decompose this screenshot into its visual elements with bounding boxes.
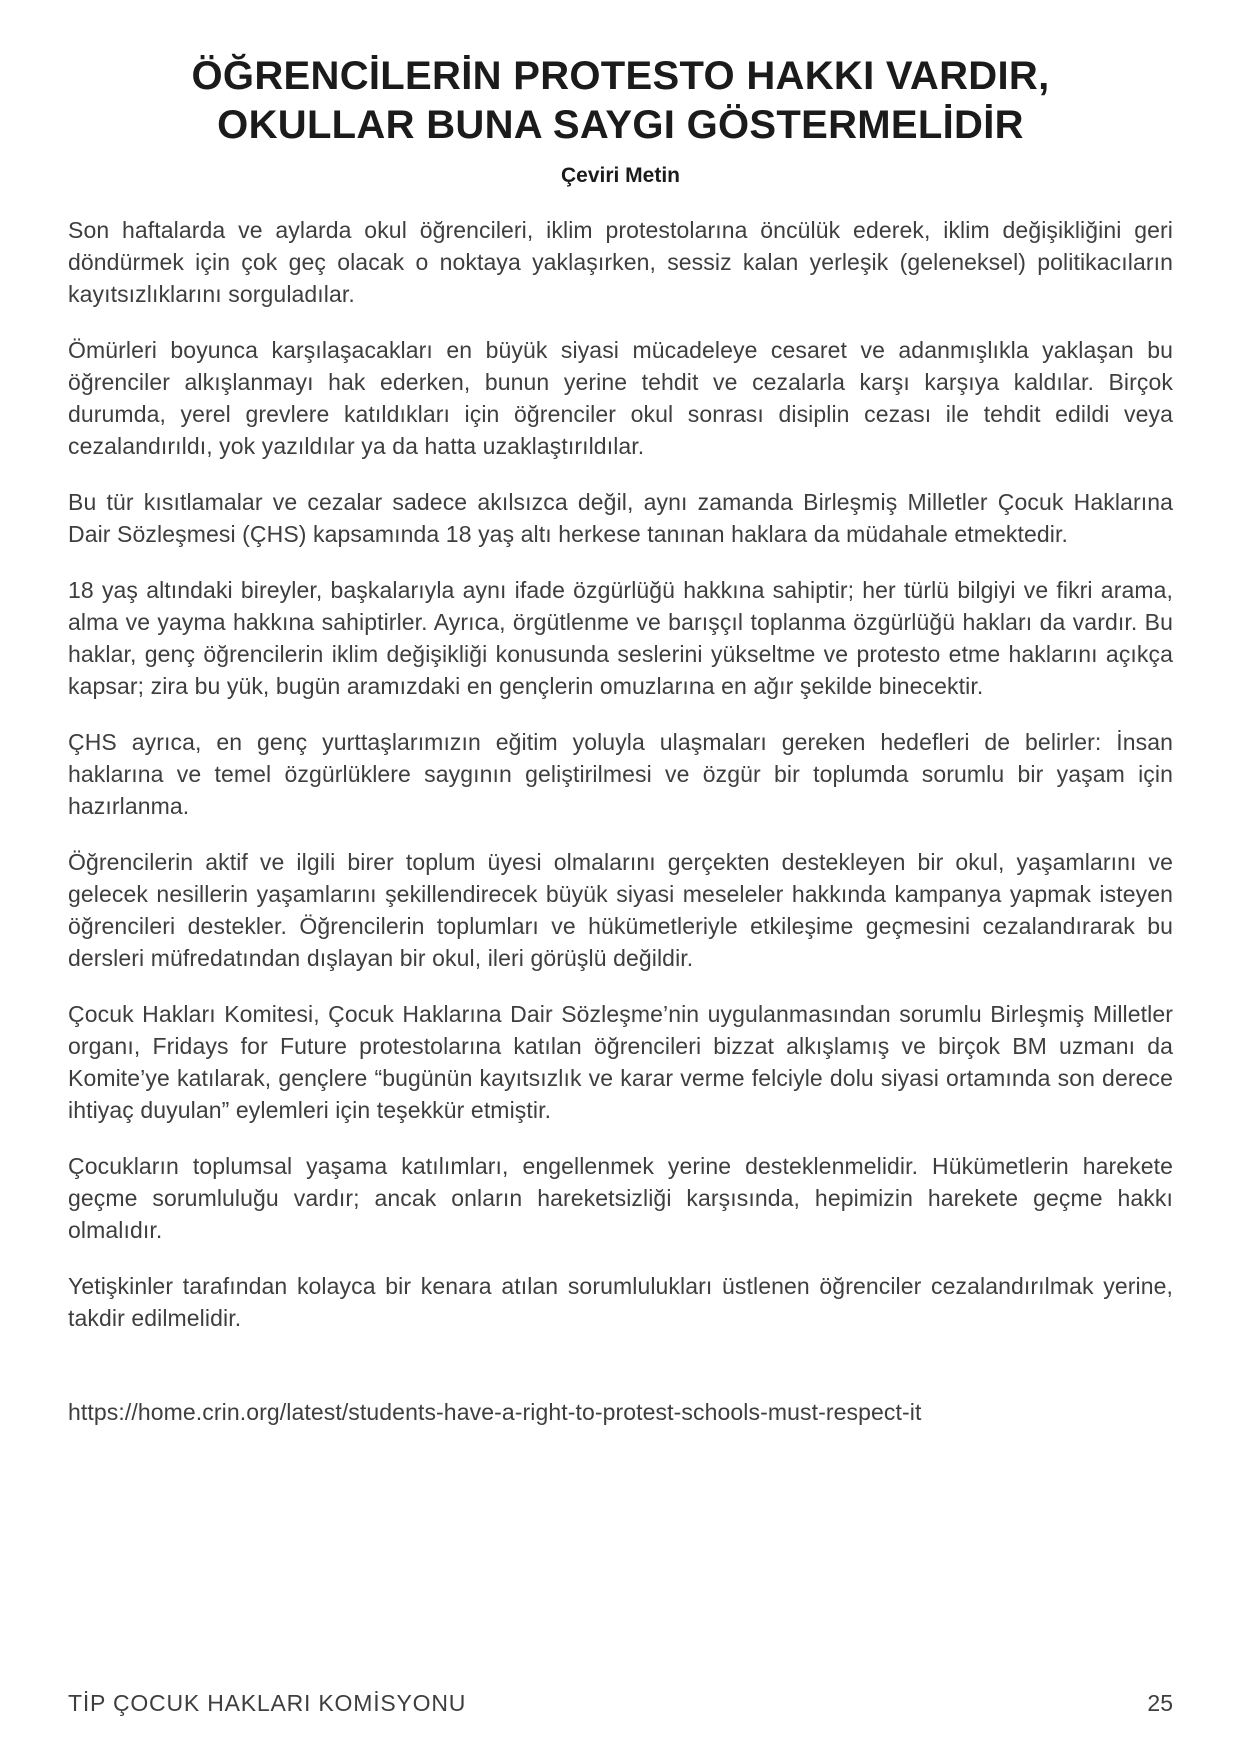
paragraph: ÇHS ayrıca, en genç yurttaşlarımızın eğitim yoluyla ulaşmaları gereken hedefleri de belirler: İnsan haklarına ve temel özgürlüklere saygının geliştirilmesi ve özgür bir toplumda sorumlu bir yaşam için hazırlanma. (68, 729, 1173, 819)
paragraph: Son haftalarda ve aylarda okul öğrencileri, iklim protestolarına öncülük ederek, iklim değişikliğini geri döndürmek için çok geç olacak o noktaya yaklaşırken, sessiz kalan yerleşik (geleneksel) politikacıların kayıtsızlıklarını sorguladılar. (68, 217, 1173, 307)
page-title-line-1: ÖĞRENCİLERİN PROTESTO HAKKI VARDIR, (191, 54, 1050, 98)
paragraph: Çocukların toplumsal yaşama katılımları, engellenmek yerine desteklenmelidir. Hükümetlerin harekete geçme sorumluluğu vardır; ancak onların hareketsizliği karşısında, hepimizin harekete geçme hakkı olmalıdır. (68, 1153, 1173, 1243)
footer-organization: TİP ÇOCUK HAKLARI KOMİSYONU (68, 1690, 467, 1716)
article-body (68, 214, 1173, 1334)
page-footer (68, 1690, 1173, 1716)
paragraph: 18 yaş altındaki bireyler, başkalarıyla aynı ifade özgürlüğü hakkına sahiptir; her türlü bilgiyi ve fikri arama, alma ve yayma hakkına sahiptirler. Ayrıca, örgütlenme ve barışçıl toplanma özgürlüğü hakları da vardır. Bu haklar, genç öğrencilerin iklim değişikliği konusunda seslerini yükseltme ve protesto etme haklarını açıkça kapsar; zira bu yük, bugün aramızdaki en gençlerin omuzlarına en ağır şekilde binecektir. (68, 577, 1173, 699)
paragraph: Yetişkinler tarafından kolayca bir kenara atılan sorumlulukları üstlenen öğrenciler cezalandırılmak yerine, takdir edilmelidir. (68, 1273, 1173, 1331)
paragraph: Ömürleri boyunca karşılaşacakları en büyük siyasi mücadeleye cesaret ve adanmışlıkla yaklaşan bu öğrenciler alkışlanmayı hak ederken, bunun yerine tehdit ve cezalarla karşı karşıya kaldılar. Birçok durumda, yerel grevlere katıldıkları için öğrenciler okul sonrası disiplin cezası ile tehdit edildi veya cezalandırıldı, yok yazıldılar ya da hatta uzaklaştırıldılar. (68, 337, 1173, 459)
page-title-line-2: OKULLAR BUNA SAYGI GÖSTERMELİDİR (217, 103, 1024, 147)
paragraph: Çocuk Hakları Komitesi, Çocuk Haklarına Dair Sözleşme’nin uygulanmasından sorumlu Birleşmiş Milletler organı, Fridays for Future protestolarına katılan öğrencileri bizzat alkışlamış ve birçok BM uzmanı da Komite’ye katılarak, gençlere “bugünün kayıtsızlık ve karar verme felciyle dolu siyasi ortamında son derece ihtiyaç duyulan” eylemleri için teşekkür etmiştir. (68, 1001, 1173, 1123)
page-title (68, 52, 1173, 150)
paragraph: Bu tür kısıtlamalar ve cezalar sadece akılsızca değil, aynı zamanda Birleşmiş Milletler Çocuk Haklarına Dair Sözleşmesi (ÇHS) kapsamında 18 yaş altı herkese tanınan haklara da müdahale etmektedir. (68, 489, 1173, 547)
page-number: 25 (1147, 1690, 1173, 1716)
paragraph: Öğrencilerin aktif ve ilgili birer toplum üyesi olmalarını gerçekten destekleyen bir okul, yaşamlarını ve gelecek nesillerin yaşamlarını şekillendirecek büyük siyasi meseleler hakkında kampanya yapmak isteyen öğrencileri destekler. Öğrencilerin toplumları ve hükümetleriyle etkileşime geçmesini cezalandırarak bu dersleri müfredatından dışlayan bir okul, ileri görüşlü değildir. (68, 849, 1173, 971)
page-subtitle: Çeviri Metin (560, 164, 681, 187)
source-url: https://home.crin.org/latest/students-have-a-right-to-protest-schools-must-respect-it (68, 1399, 922, 1425)
